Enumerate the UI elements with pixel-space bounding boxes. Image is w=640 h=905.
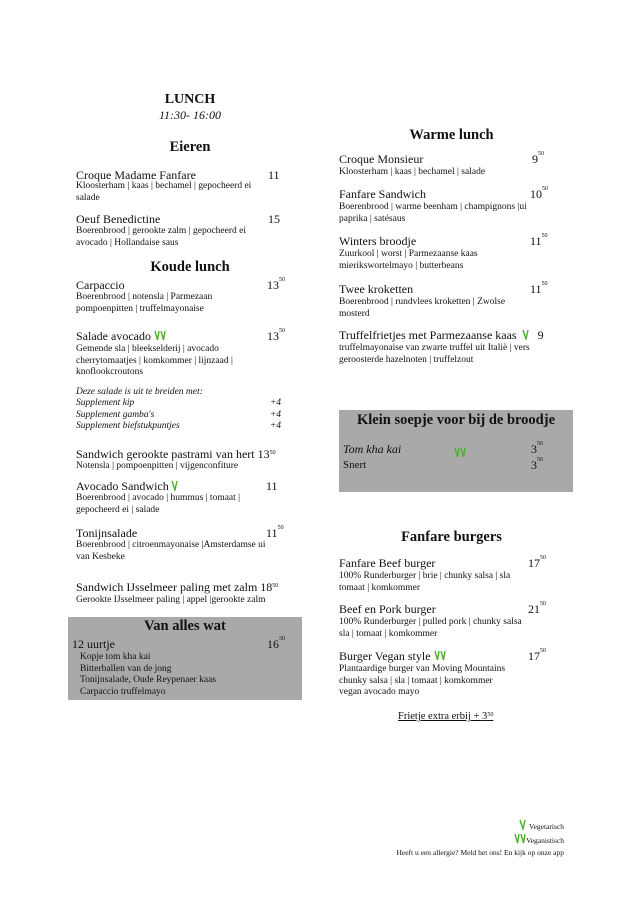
vegetarian-icon: [169, 479, 181, 493]
menu-item-price: $10^{50}$: [530, 186, 548, 201]
menu-item-price: $11^{50}$: [530, 233, 548, 248]
menu-item-price: 11: [266, 479, 278, 493]
vegetarian-icon: [517, 822, 529, 831]
section-title-warme-lunch: Warme lunch: [409, 127, 494, 143]
menu-item-desc: Kloosterham | kaas | bechamel | gepocheerd ei salade: [76, 181, 252, 203]
soep-box: [339, 410, 573, 492]
section-title-van-alles-wat: Van alles wat: [144, 618, 226, 634]
menu-item-price: $3^{50}$: [531, 457, 543, 472]
menu-item-price: 11: [268, 168, 280, 182]
menu-item-price: $13^{50}$: [267, 277, 285, 292]
menu-item-name: Tom kha kai: [343, 442, 402, 456]
extend-note: Deze salade is uit te breiden met:: [76, 387, 203, 397]
menu-item-desc: Kopje tom kha kai Bitterballen van de jong Tonijnsalade, Oude Reypenaer kaas Carpaccio truffelmayo: [80, 652, 216, 697]
section-title-koude-lunch: Koude lunch: [150, 259, 230, 275]
menu-item-desc: 100% Runderburger | brie | chunky salsa | sla tomaat | komkommer: [339, 571, 511, 593]
menu-item-name: Fanfare Beef burger: [339, 556, 436, 570]
menu-item-desc: 100% Runderburger | pulled pork | chunky salsa sla | tomaat | komkommer: [339, 617, 522, 639]
menu-item-name: Sandwich gerookte pastrami van hert $13^{50}$: [76, 447, 276, 461]
menu-item-name: 12 uurtje: [72, 637, 115, 651]
menu-item-name: Croque Madame Fanfare: [76, 168, 196, 182]
section-title-soep: Klein soepje voor bij de broodje: [356, 412, 556, 428]
menu-item-desc: Boerenbrood | warme beenham | champignons |ui paprika | satésaus: [339, 202, 527, 224]
vegetarian-icon: [520, 328, 532, 342]
extra-fries-note: Frietje extra erbij + $3^{50}$: [398, 711, 494, 722]
menu-item-price: 9: [537, 328, 544, 342]
menu-item-desc: Boerenbrood | notensla | Parmezaan pompoenpitten | truffelmayonaise: [76, 292, 213, 314]
menu-item-desc: Kloosterham | kaas | bechamel | salade: [339, 167, 486, 177]
menu-item-name: Oeuf Benedictine: [76, 212, 161, 226]
menu-item-name: Croque Monsieur: [339, 152, 424, 166]
vegan-icon: [454, 442, 466, 461]
allergy-note: Heeft u een allergie? Meld het ons! En kijk op onze app: [396, 848, 564, 857]
menu-item-desc: Notensla | pompoenpitten | vijgenconfiture: [76, 461, 239, 471]
menu-item-price: $17^{50}$: [528, 555, 546, 570]
menu-item-desc: Plantaardige burger van Moving Mountains chunky salsa | sla | tomaat | komkommer vegan avocado mayo: [339, 664, 506, 697]
menu-item-desc: Gerookte IJsselmeer paling | appel |gerookte zalm: [76, 595, 266, 605]
section-title-fanfare-burgers: Fanfare burgers: [401, 529, 502, 545]
legend: Vegetarisch Veganistisch Heeft u een allergie? Meld het ons! En kijk op onze app: [396, 822, 564, 857]
menu-item-name: Twee kroketten: [339, 282, 414, 296]
menu-item-name: Carpaccio: [76, 278, 125, 292]
lunch-hours: 11:30- 16:00: [158, 108, 222, 122]
menu-item-price: $11^{50}$: [530, 281, 548, 296]
vegan-icon: [434, 649, 446, 663]
menu-item-desc: Boerenbrood | citroenmayonaise |Amsterdamse ui van Kesbeke: [76, 540, 266, 562]
menu-item-desc: Boerenbrood | avocado | hummus | tomaat | gepocheerd ei | salade: [76, 493, 241, 515]
menu-item-name: Winters broodje: [339, 234, 417, 248]
van-alles-wat-box: [68, 617, 302, 700]
menu-item-name: Tonijnsalade: [76, 526, 138, 540]
menu-item-desc: Gemende sla | bleekselderij | avocado cherrytomaatjes | komkommer | lijnzaad | knoflookcroutons: [76, 344, 233, 377]
menu-item-name: Sandwich IJsselmeer paling met zalm $18^{50}$: [76, 580, 279, 594]
supplement-list: Supplement kip +4 Supplement gamba's +4 Supplement biefstukpuntjes +4: [76, 398, 281, 431]
menu-item-name: Salade avocado: [76, 329, 166, 343]
lunch-title: LUNCH: [164, 92, 216, 107]
menu-item-name: Avocado Sandwich: [76, 479, 181, 493]
menu-item-price: $11^{50}$: [266, 525, 284, 540]
menu-item-name: Burger Vegan style: [339, 649, 446, 663]
menu-item-desc: Boerenbrood | gerookte zalm | gepocheerd ei avocado | Hollandaise saus: [76, 226, 246, 248]
menu-item-price: $17^{50}$: [528, 648, 546, 663]
menu-item-name: Truffelfrietjes met Parmezaanse kaas 9: [339, 328, 544, 342]
menu-item-name: Beef en Pork burger: [339, 602, 436, 616]
section-title-eieren: Eieren: [169, 139, 211, 155]
menu-item-desc: Zuurkool | worst | Parmezaanse kaas mierikswortelmayo | butterbeans: [339, 249, 478, 271]
menu-item-price: $3^{50}$: [531, 441, 543, 456]
menu-item-name: Fanfare Sandwich: [339, 187, 426, 201]
menu-item-price: $13^{50}$: [267, 328, 285, 343]
vegan-icon: [514, 836, 526, 845]
menu-item-price: 15: [268, 212, 280, 226]
menu-item-price: $16^{50}$: [267, 636, 285, 651]
menu-item-price: $9^{50}$: [532, 151, 544, 166]
menu-item-desc: truffelmayonaise van zwarte truffel uit Italië | vers geroosterde hazelnoten | truffelzout: [339, 343, 530, 365]
lunch-header: [0, 92, 380, 123]
menu-item-desc: Boerenbrood | rundvlees kroketten | Zwolse mosterd: [339, 297, 506, 319]
vegan-icon: [154, 329, 166, 343]
menu-item-name: Snert: [343, 459, 367, 471]
menu-item-price: $21^{50}$: [528, 601, 546, 616]
